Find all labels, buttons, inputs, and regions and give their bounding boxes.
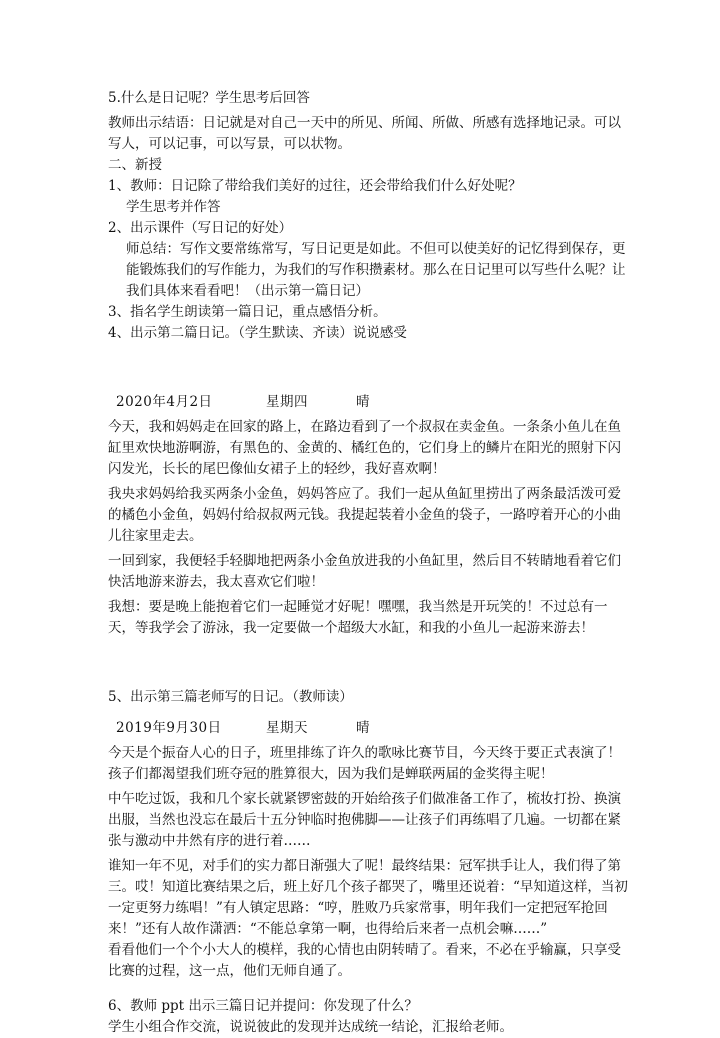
diary-1-paragraph: 今天，我和妈妈走在回家的路上，在路边看到了一个叔叔在卖金鱼。一条条小鱼儿在鱼缸里欢快地游啊游，有黑色的、金黄的、橘红色的，它们身上的鳞片在阳光的照射下闪闪发光，长长的尾巴像仙女裙子上的轻纱，我好喜欢啊！ [108, 419, 621, 477]
step-1-answer: 学生思考并作答 [126, 199, 221, 215]
diary-2-paragraph: 今天是个振奋人心的日子，班里排练了许久的歌咏比赛节目，今天终于要正式表演了！孩子们都渴望我们班夺冠的胜算很大，因为我们是蝉联两届的金奖得主呢！ [108, 745, 621, 782]
document-page [108, 88, 628, 1038]
diary-2-paragraph: 中午吃过饭，我和几个家长就紧锣密鼓的开始给孩子们做准备工作了，梳妆打扮、换演出服，当然也没忘在最后十五分钟临时抱佛脚——让孩子们再练唱了几遍。一切都在紧张与激动中井然有序的进行着…… [108, 791, 621, 849]
diary-1-weekday: 星期四 [266, 394, 308, 410]
step-1: 1、教师：日记除了带给我们美好的过往，还会带给我们什么好处呢？ [108, 178, 522, 194]
diary-1-header [108, 392, 628, 413]
diary-2-weather: 晴 [356, 720, 370, 736]
diary-2-weekday: 星期天 [266, 720, 308, 736]
question-5: 5.什么是日记呢？学生思考后回答 [108, 90, 310, 106]
diary-1-weather: 晴 [356, 394, 370, 410]
teacher-summary: 教师出示结语：日记就是对自己一天中的所见、所闻、所做、所感有选择地记录。可以写人，可以记事，可以写景，可以状物。 [108, 115, 621, 152]
diary-1-paragraph: 我想：要是晚上能抱着它们一起睡觉才好呢！嘿嘿，我当然是开玩笑的！不过总有一天，等我学会了游泳，我一定要做一个超级大水缸，和我的小鱼儿一起游来游去！ [108, 599, 608, 636]
new-lesson-heading: 二、新授 [108, 157, 162, 173]
diary-2-paragraph: 谁知一年不见，对手们的实力都日渐强大了呢！最终结果：冠军拱手让人，我们得了第三。哎！知道比赛结果之后，班上好几个孩子都哭了，嘴里还说着：“早知道这样，当初一定更努力练唱！”有人镇定思路：“哼，胜败乃兵家常事，明年我们一定把冠军抢回来！”还有人故作潇洒：“不能总拿第一啊，也得给后来者一点机会嘛……” [108, 858, 628, 937]
diary-1-date: 2020年4月2日 [116, 394, 213, 410]
step-3: 3、指名学生朗读第一篇日记，重点感悟分析。 [108, 304, 387, 320]
step-4: 4、出示第二篇日记。（学生默读、齐读）说说感受 [108, 325, 407, 341]
step-6: 6、教师 ppt 出示三篇日记并提问：你发现了什么？ [108, 998, 418, 1014]
diary-2-header [108, 718, 628, 739]
diary-1-paragraph: 一回到家，我便轻手轻脚地把两条小金鱼放进我的小鱼缸里，然后目不转睛地看着它们快活地游来游去，我太喜欢它们啦！ [108, 553, 621, 590]
diary-2-paragraph: 看看他们一个个小大人的模样，我的心情也由阴转晴了。看来，不必在乎输赢，只享受比赛的过程，这一点，他们无师自通了。 [108, 942, 621, 979]
diary-1-paragraph: 我央求妈妈给我买两条小金鱼，妈妈答应了。我们一起从鱼缸里捞出了两条最活泼可爱的橘色小金鱼，妈妈付给叔叔两元钱。我提起装着小金鱼的袋子，一路哼着开心的小曲儿往家里走去。 [108, 486, 621, 544]
step-2: 2、出示课件（写日记的好处） [108, 220, 293, 236]
step-6-followup: 学生小组合作交流，说说彼此的发现并达成统一结论，汇报给老师。 [108, 1019, 513, 1035]
step-5: 5、出示第三篇老师写的日记。（教师读） [108, 689, 353, 705]
step-2-summary: 师总结：写作文要常练常写，写日记更是如此。不但可以使美好的记忆得到保存，更能锻炼我们的写作能力，为我们的写作积攒素材。那么在日记里可以写些什么呢？让我们具体来看看吧！（出示第一篇日记） [126, 241, 626, 299]
diary-2-date: 2019年9月30日 [116, 720, 222, 736]
